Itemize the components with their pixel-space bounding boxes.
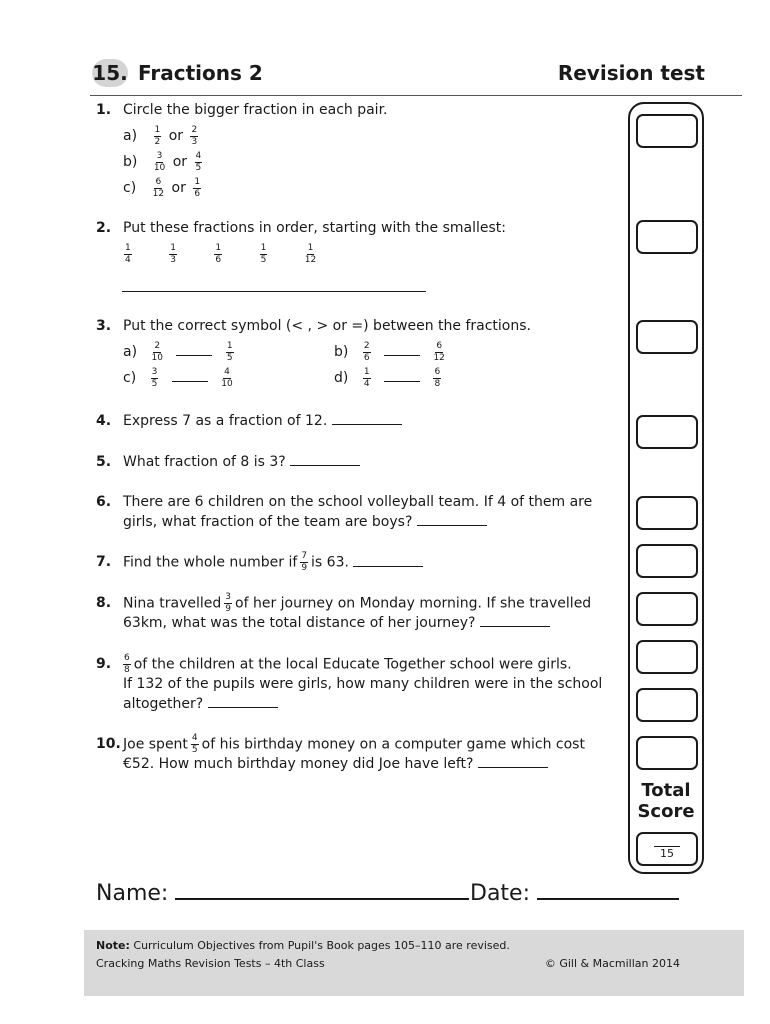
question-number: 4.: [96, 413, 112, 429]
q3-row-a[interactable]: [123, 340, 237, 364]
footer-copyright: © Gill & Macmillan 2014: [544, 957, 680, 970]
symbol-blank[interactable]: [384, 369, 420, 382]
row-label: b): [334, 344, 349, 360]
question-text-line-2: €52. How much birthday money did Joe have left?: [123, 754, 548, 774]
q2-fraction-list: [121, 242, 319, 266]
answer-blank[interactable]: [353, 554, 423, 567]
question-number: 8.: [96, 595, 112, 611]
question-text: What fraction of 8 is 3?: [123, 452, 360, 472]
date-row: [470, 878, 679, 909]
total-score-box[interactable]: [636, 832, 698, 866]
question-text: Express 7 as a fraction of 12.: [123, 411, 402, 431]
fraction: $\frac{2}{6}$: [363, 340, 370, 363]
header-divider: [90, 95, 742, 96]
fraction[interactable]: $\frac{6}{12}$: [152, 176, 165, 199]
row-label: b): [123, 154, 138, 170]
question-number: 9.: [96, 656, 112, 672]
fraction: $\frac{6}{12}$: [433, 340, 445, 363]
answer-blank[interactable]: [332, 412, 402, 425]
symbol-blank[interactable]: [384, 343, 420, 356]
row-label: a): [123, 344, 138, 360]
fraction: $\frac{1}{5}$: [226, 340, 233, 363]
fraction: $\frac{2}{10}$: [151, 340, 163, 363]
question-text: $\frac{6}{8}$ of the children at the local Educate Together school were girls.: [124, 653, 572, 675]
q2-answer-line[interactable]: [122, 291, 426, 292]
row-label: c): [123, 370, 137, 386]
fraction: $\frac{4}{5}$: [191, 733, 198, 755]
score-box-q5[interactable]: [636, 496, 698, 530]
name-field[interactable]: [175, 878, 469, 900]
fraction[interactable]: $\frac{3}{10}$: [153, 150, 166, 173]
answer-blank[interactable]: [290, 453, 360, 466]
symbol-blank[interactable]: [172, 369, 208, 382]
page-title: Fractions 2: [138, 61, 263, 85]
fraction: $\frac{1}{3}$: [170, 242, 176, 265]
question-number: 7.: [96, 554, 112, 570]
score-box-q4[interactable]: [636, 415, 698, 449]
row-label: d): [334, 370, 349, 386]
score-box-q3[interactable]: [636, 320, 698, 354]
fraction: $\frac{1}{4}$: [125, 242, 131, 265]
q1-row-b[interactable]: [123, 150, 205, 174]
fraction: $\frac{1}{6}$: [215, 242, 222, 265]
score-box-q2[interactable]: [636, 220, 698, 254]
question-number: 1.: [96, 102, 112, 118]
score-out-of: 15: [660, 847, 674, 860]
question-text: Nina travelled $\frac{3}{9}$ of her journey on Monday morning. If she travelled: [123, 592, 592, 614]
footer: [84, 930, 744, 996]
fraction: $\frac{7}{9}$: [301, 551, 308, 573]
question-text-line-2: girls, what fraction of the team are boys?: [123, 512, 487, 532]
q3-row-b[interactable]: [334, 340, 448, 364]
score-box-q8[interactable]: [636, 640, 698, 674]
fraction: $\frac{4}{10}$: [221, 366, 233, 389]
answer-blank[interactable]: [480, 614, 550, 627]
fraction: $\frac{1}{12}$: [304, 242, 317, 265]
answer-blank[interactable]: [417, 513, 487, 526]
footer-note: Note: Curriculum Objectives from Pupil's Book pages 105–110 are revised.: [96, 939, 510, 952]
q3-row-d[interactable]: [334, 366, 444, 390]
question-text: Joe spent $\frac{4}{5}$ of his birthday money on a computer game which cost: [123, 733, 585, 755]
question-text-line-3: altogether?: [123, 694, 278, 714]
or-label: or: [172, 154, 188, 170]
fraction: $\frac{1}{4}$: [363, 366, 370, 389]
section-number: 15.: [92, 61, 128, 85]
name-row: [96, 878, 469, 909]
question-text-line-2: 63km, what was the total distance of her journey?: [123, 613, 550, 633]
question-text: There are 6 children on the school volleyball team. If 4 of them are: [123, 494, 593, 510]
fraction[interactable]: $\frac{1}{6}$: [194, 176, 201, 199]
question-text: Find the whole number if $\frac{7}{9}$ is 63.: [123, 552, 423, 573]
row-label: a): [123, 128, 138, 144]
or-label: or: [168, 128, 184, 144]
footer-series: Cracking Maths Revision Tests – 4th Class: [96, 957, 325, 970]
score-box-q7[interactable]: [636, 592, 698, 626]
date-label: Date:: [470, 881, 530, 906]
question-text: Circle the bigger fraction in each pair.: [123, 102, 388, 118]
test-type-label: Revision test: [557, 61, 705, 85]
question-text-line-2: If 132 of the pupils were girls, how many children were in the school: [123, 676, 603, 692]
question-text: Put these fractions in order, starting with the smallest:: [123, 220, 506, 236]
fraction: $\frac{6}{8}$: [434, 366, 441, 389]
answer-blank[interactable]: [208, 695, 278, 708]
score-box-q1[interactable]: [636, 114, 698, 148]
question-number: 3.: [96, 318, 112, 334]
question-number: 10.: [96, 736, 121, 752]
q1-row-c[interactable]: [123, 176, 204, 200]
total-score-label: Total Score: [637, 780, 695, 822]
question-number: 6.: [96, 494, 112, 510]
or-label: or: [171, 180, 186, 196]
fraction: $\frac{3}{5}$: [151, 366, 158, 389]
name-label: Name:: [96, 881, 169, 906]
symbol-blank[interactable]: [176, 343, 212, 356]
question-number: 5.: [96, 454, 112, 470]
q3-row-c[interactable]: [123, 366, 236, 390]
fraction: $\frac{3}{9}$: [225, 592, 232, 614]
fraction[interactable]: $\frac{4}{5}$: [195, 150, 202, 173]
score-box-q6[interactable]: [636, 544, 698, 578]
row-label: c): [123, 180, 137, 196]
score-box-q10[interactable]: [636, 736, 698, 770]
question-number: 2.: [96, 220, 112, 236]
question-text: Put the correct symbol (< , > or =) between the fractions.: [123, 318, 531, 334]
answer-blank[interactable]: [478, 755, 548, 768]
fraction: $\frac{1}{5}$: [260, 242, 267, 265]
q1-row-a[interactable]: [123, 124, 201, 148]
score-blank[interactable]: [654, 840, 680, 847]
score-box-q9[interactable]: [636, 688, 698, 722]
fraction: $\frac{6}{8}$: [124, 653, 130, 675]
date-field[interactable]: [537, 878, 679, 900]
fraction[interactable]: $\frac{2}{3}$: [191, 124, 198, 147]
fraction[interactable]: $\frac{1}{2}$: [154, 124, 161, 147]
